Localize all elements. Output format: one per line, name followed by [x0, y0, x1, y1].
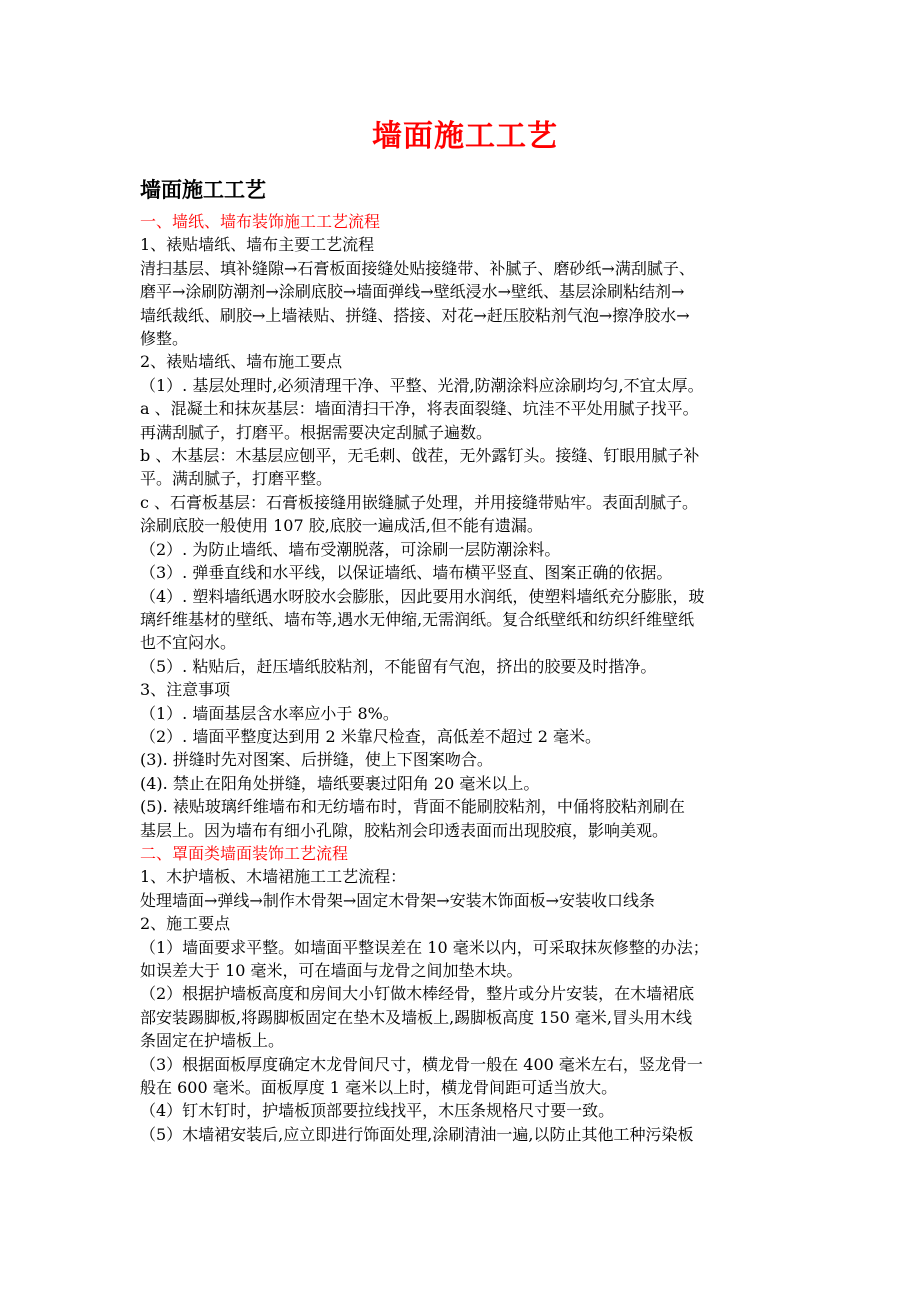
text-line: 墙纸裁纸、刷胶→上墙裱贴、拼缝、搭接、对花→赶压胶粘剂气泡→擦净胶水→ — [140, 305, 690, 325]
text-line: a 、混凝土和抹灰基层：墙面清扫干净，将表面裂缝、坑洼不平处用腻子找平。 — [140, 399, 699, 419]
text-line: 涂刷底胶一般使用 107 胶,底胶一遍成活,但不能有遗漏。 — [140, 516, 543, 536]
text-line: 部安装踢脚板,将踢脚板固定在垫木及墙板上,踢脚板高度 150 毫米,冒头用木线 — [140, 1007, 692, 1027]
text-line: 磨平→涂刷防潮剂→涂刷底胶→墙面弹线→壁纸浸水→壁纸、基层涂刷粘结剂→ — [140, 282, 685, 302]
text-line: 1、木护墙板、木墙裙施工工艺流程： — [140, 867, 407, 887]
text-line: (5). 裱贴玻璃纤维墙布和无纺墙布时，背面不能刷胶粘剂，中俑将胶粘剂刷在 — [140, 797, 685, 817]
document-page — [140, 110, 790, 1146]
text-line: 如误差大于 10 毫米，可在墙面与龙骨之间加垫木块。 — [140, 961, 523, 980]
text-line: 璃纤维基材的壁纸、墙布等,遇水无伸缩,无需润纸。复合纸壁纸和纺织纤维壁纸 — [140, 609, 695, 629]
section-title: 墙面施工工艺 — [140, 178, 266, 202]
text-line: 般在 600 毫米。面板厚度 1 毫米以上时，横龙骨间距可适当放大。 — [140, 1078, 618, 1098]
document-body — [140, 210, 790, 1146]
text-line: 清扫基层、填补缝隙→石膏板面接缝处贴接缝带、补腻子、磨砂纸→满刮腻子、 — [140, 258, 695, 278]
text-line: 1、裱贴墙纸、墙布主要工艺流程 — [140, 235, 375, 255]
text-line: （3）. 弹垂直线和水平线，以保证墙纸、墙布横平竖直、图案正确的依据。 — [140, 563, 673, 583]
text-line: b 、木基层：木基层应刨平，无毛刺、戗茬，无外露钉头。接缝、钉眼用腻子补 — [140, 446, 700, 466]
section-heading-line: 一、墙纸、墙布装饰施工工艺流程 — [140, 212, 381, 231]
text-line: （5）. 粘贴后，赶压墙纸胶粘剂，不能留有气泡，挤出的胶要及时揩净。 — [140, 656, 657, 676]
text-line: （3）根据面板厚度确定木龙骨间尺寸，横龙骨一般在 400 毫米左右，竖龙骨一 — [140, 1054, 703, 1074]
text-line: （2）. 为防止墙纸、墙布受潮脱落，可涂刷一层防潮涂料。 — [140, 539, 561, 559]
text-line: 2、施工要点 — [140, 914, 231, 934]
text-line: （2）根据护墙板高度和房间大小钉做木棒经骨，整片或分片安装，在木墙裙底 — [140, 984, 695, 1004]
section-heading-line: 二、罩面类墙面装饰工艺流程 — [140, 843, 349, 863]
text-line: 基层上。因为墙布有细小孔隙，胶粘剂会印透表面而出现胶痕，影响美观。 — [140, 820, 669, 840]
text-line: （5）木墙裙安装后,应立即进行饰面处理,涂刷清油一遍,以防止其他工种污染板 — [140, 1124, 694, 1144]
text-line: （1）. 墙面基层含水率应小于 8%。 — [140, 703, 399, 723]
text-line: 2、裱贴墙纸、墙布施工要点 — [140, 352, 343, 372]
text-line: 处理墙面→弹线→制作木骨架→固定木骨架→安装木饰面板→安装收口线条 — [140, 890, 656, 910]
text-line: （4）. 塑料墙纸遇水呀胶水会膨胀，因此要用水润纸，使塑料墙纸充分膨胀，玻 — [140, 586, 705, 606]
document-title: 墙面施工工艺 — [372, 119, 558, 154]
text-line: （1）墙面要求平整。如墙面平整误差在 10 毫米以内，可采取抹灰修整的办法； — [140, 937, 709, 957]
text-line: 平。满刮腻子，打磨平整。 — [140, 469, 333, 489]
text-line: (3). 拼缝时先对图案、后拼缝，使上下图案吻合。 — [140, 750, 493, 770]
text-line: 条固定在护墙板上。 — [140, 1031, 285, 1051]
text-line: （1）. 基层处理时,必须清理干净、平整、光滑,防潮涂料应涂刷均匀,不宜太厚。 — [140, 375, 704, 395]
text-line: c 、石膏板基层：石膏板接缝用嵌缝腻子处理，并用接缝带贴牢。表面刮腻子。 — [140, 492, 699, 512]
text-line: 也不宜闷水。 — [140, 633, 237, 653]
text-line: (4). 禁止在阳角处拼缝，墙纸要裹过阳角 20 毫米以上。 — [140, 773, 540, 793]
text-line: 再满刮腻子，打磨平。根据需要决定刮腻子遍数。 — [140, 422, 493, 442]
text-line: （4）钉木钉时，护墙板顶部要拉线找平，木压条规格尺寸要一致。 — [140, 1101, 615, 1121]
text-line: （2）. 墙面平整度达到用 2 米靠尺检查，高低差不超过 2 毫米。 — [140, 726, 602, 746]
text-line: 3、注意事项 — [140, 680, 231, 700]
text-line: 修整。 — [140, 329, 189, 349]
